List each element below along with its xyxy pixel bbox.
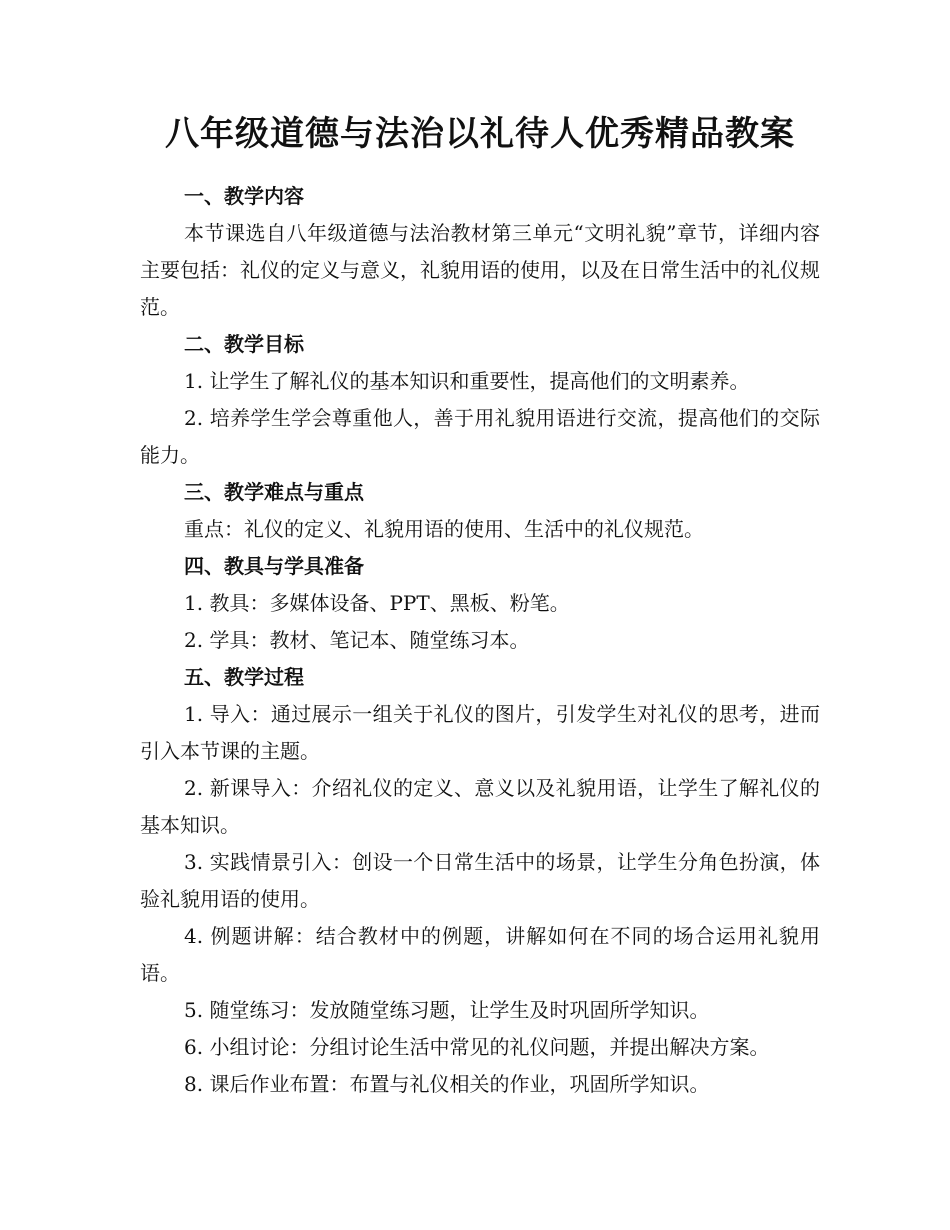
list-item: 1. 让学生了解礼仪的基本知识和重要性，提高他们的文明素养。: [184, 369, 750, 393]
section-heading: 三、教学难点与重点: [184, 480, 364, 504]
list-item: 6. 小组讨论：分组讨论生活中常见的礼仪问题，并提出解决方案。: [184, 1035, 770, 1059]
section-key-points: [140, 474, 820, 548]
paragraph: 本节课选自八年级道德与法治教材第三单元“文明礼貌”章节，详细内容主要包括：礼仪的定义与意义，礼貌用语的使用，以及在日常生活中的礼仪规范。: [140, 221, 820, 319]
list-item: 2. 新课导入：介绍礼仪的定义、意义以及礼貌用语，让学生了解礼仪的基本知识。: [140, 776, 820, 837]
document-title: 八年级道德与法治以礼待人优秀精品教案: [165, 114, 795, 154]
paragraph: 重点：礼仪的定义、礼貌用语的使用、生活中的礼仪规范。: [184, 517, 704, 541]
list-item: 1. 教具：多媒体设备、PPT、黑板、粉笔。: [184, 591, 570, 615]
section-teaching-process: [140, 659, 820, 1103]
section-heading: 四、教具与学具准备: [184, 554, 364, 578]
list-item: 4. 例题讲解：结合教材中的例题，讲解如何在不同的场合运用礼貌用语。: [140, 924, 820, 985]
list-item: 3. 实践情景引入：创设一个日常生活中的场景，让学生分角色扮演，体验礼貌用语的使用。: [140, 850, 820, 911]
section-teaching-goals: [140, 326, 820, 474]
section-heading: 一、教学内容: [184, 184, 304, 208]
section-heading: 五、教学过程: [184, 665, 304, 689]
list-item: 5. 随堂练习：发放随堂练习题，让学生及时巩固所学知识。: [184, 998, 710, 1022]
section-teaching-tools: [140, 548, 820, 659]
list-item: 2. 学具：教材、笔记本、随堂练习本。: [184, 628, 530, 652]
list-item: 2. 培养学生学会尊重他人，善于用礼貌用语进行交流，提高他们的交际能力。: [140, 406, 820, 467]
list-item: 1. 导入：通过展示一组关于礼仪的图片，引发学生对礼仪的思考，进而引入本节课的主题。: [140, 702, 820, 763]
section-heading: 二、教学目标: [184, 332, 304, 356]
list-item: 8. 课后作业布置：布置与礼仪相关的作业，巩固所学知识。: [184, 1072, 710, 1096]
section-teaching-content: [140, 178, 820, 326]
